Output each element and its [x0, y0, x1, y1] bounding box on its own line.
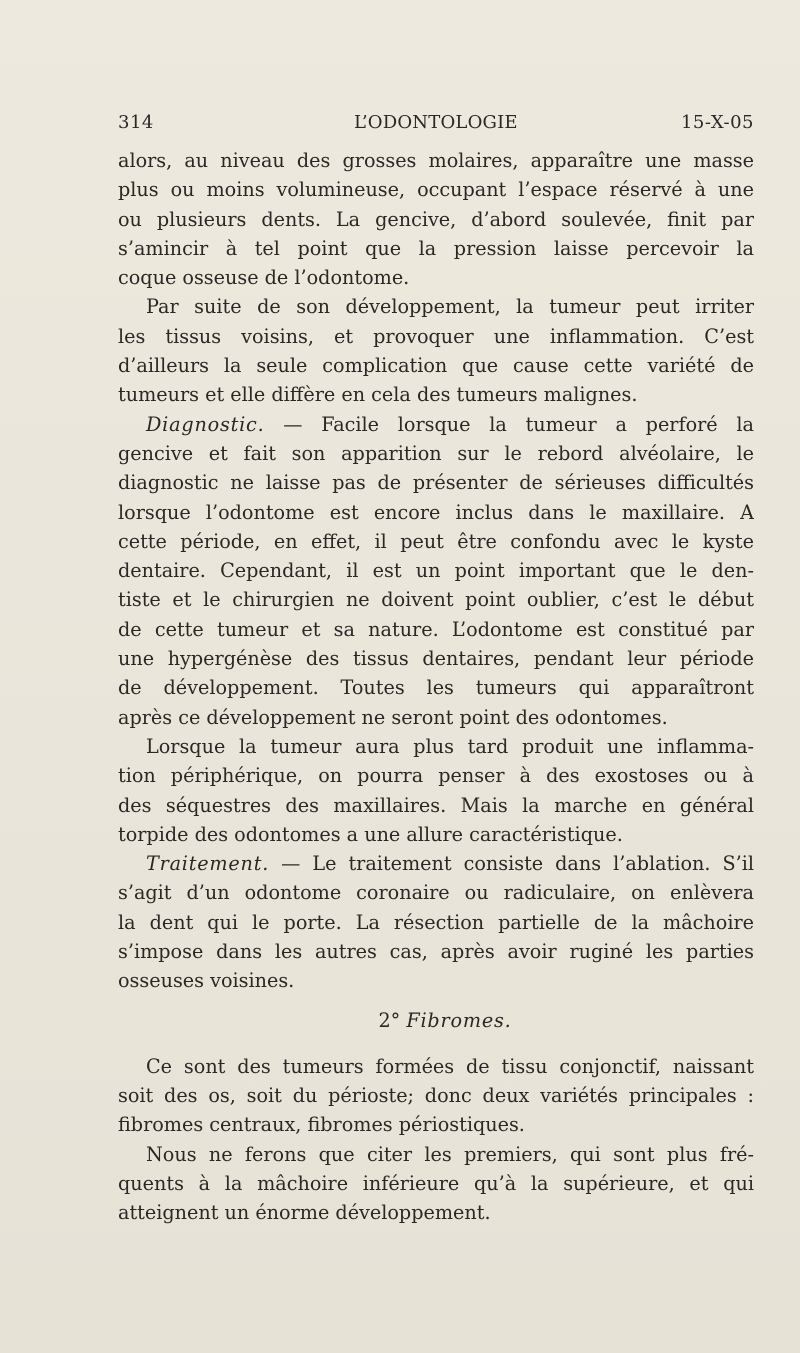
text-line: d’ailleurs la seule complication que cause cette variété de — [118, 354, 754, 378]
paragraph-1 — [118, 146, 754, 292]
page-number: 314 — [118, 112, 154, 133]
paragraph-2 — [118, 292, 754, 409]
section-number: 2° — [378, 1008, 401, 1032]
text-line: atteignent un énorme développement. — [118, 1201, 491, 1225]
text-line: s’impose dans les autres cas, après avoir ruginé les parties — [118, 940, 754, 964]
text-line: de développement. Toutes les tumeurs qui apparaîtront — [118, 676, 754, 700]
text-line: soit des os, soit du périoste; donc deux variétés principales : — [118, 1083, 754, 1107]
paragraph-7 — [118, 1140, 754, 1228]
text-run: — Le traitement consiste dans l’ablation. S’il — [269, 852, 754, 876]
section-heading — [118, 996, 754, 1046]
text-line: une hypergénèse des tissus dentaires, pendant leur période — [118, 647, 754, 671]
text-line: diagnostic ne laisse pas de présenter de sérieuses difficultés — [118, 471, 754, 495]
issue-date: 15-X-05 — [680, 112, 754, 133]
text-line: Nous ne ferons que citer les premiers, qui sont plus fré- — [146, 1142, 754, 1166]
text-line: dentaire. Cependant, il est un point important que le den- — [118, 559, 754, 583]
text-line: la dent qui le porte. La résection partielle de la mâchoire — [118, 910, 754, 934]
body-text — [118, 146, 754, 1227]
text-line: cette période, en effet, il peut être confondu avec le kyste — [118, 529, 754, 553]
text-line: Par suite de son développement, la tumeur peut irriter — [146, 295, 754, 319]
text-line: tiste et le chirurgien ne doivent point oublier, c’est le début — [118, 588, 754, 612]
paragraph-6 — [118, 1052, 754, 1140]
page-header — [118, 112, 754, 142]
paragraph-diagnostic — [118, 410, 754, 732]
text-line: tion périphérique, on pourra penser à des exostoses ou à — [118, 764, 754, 788]
paragraph-4 — [118, 732, 754, 849]
traitement-heading: Traitement. — [146, 852, 270, 876]
text-line: lorsque l’odontome est encore inclus dans le maxillaire. A — [118, 500, 754, 524]
text-run: — Facile lorsque la tumeur a perforé la — [264, 412, 754, 436]
text-line: tumeurs et elle diffère en cela des tumeurs malignes. — [118, 383, 638, 407]
text-line: s’amincir à tel point que la pression laisse percevoir la — [118, 236, 754, 260]
text-line — [118, 849, 754, 878]
text-line: alors, au niveau des grosses molaires, apparaître une masse — [118, 149, 754, 172]
text-line: gencive et fait son apparition sur le rebord alvéolaire, le — [118, 441, 754, 465]
text-line: après ce développement ne seront point des odontomes. — [118, 705, 668, 729]
running-title: L’ODONTOLOGIE — [354, 112, 518, 133]
text-line: ou plusieurs dents. La gencive, d’abord soulevée, finit par — [118, 207, 754, 231]
text-line: fibromes centraux, fibromes périostiques. — [118, 1113, 525, 1137]
section-title: Fibromes. — [406, 1008, 512, 1032]
text-line: des séquestres des maxillaires. Mais la marche en général — [118, 793, 754, 817]
paragraph-traitement — [118, 849, 754, 995]
text-line — [118, 410, 754, 439]
text-line: les tissus voisins, et provoquer une inflammation. C’est — [118, 324, 754, 348]
text-line: plus ou moins volumineuse, occupant l’espace réservé à une — [118, 178, 754, 202]
text-line: coque osseuse de l’odontome. — [118, 266, 410, 290]
text-line: Ce sont des tumeurs formées de tissu conjonctif, naissant — [146, 1054, 754, 1078]
text-line: torpide des odontomes a une allure caractéristique. — [118, 822, 623, 846]
diagnostic-heading: Diagnostic. — [146, 412, 265, 436]
text-line: quents à la mâchoire inférieure qu’à la supérieure, et qui — [118, 1171, 754, 1195]
text-line: Lorsque la tumeur aura plus tard produit une inflamma- — [146, 734, 754, 758]
text-line: osseuses voisines. — [118, 969, 295, 993]
text-line: s’agit d’un odontome coronaire ou radiculaire, on enlèvera — [118, 881, 754, 905]
text-line: de cette tumeur et sa nature. L’odontome est constitué par — [118, 617, 754, 641]
